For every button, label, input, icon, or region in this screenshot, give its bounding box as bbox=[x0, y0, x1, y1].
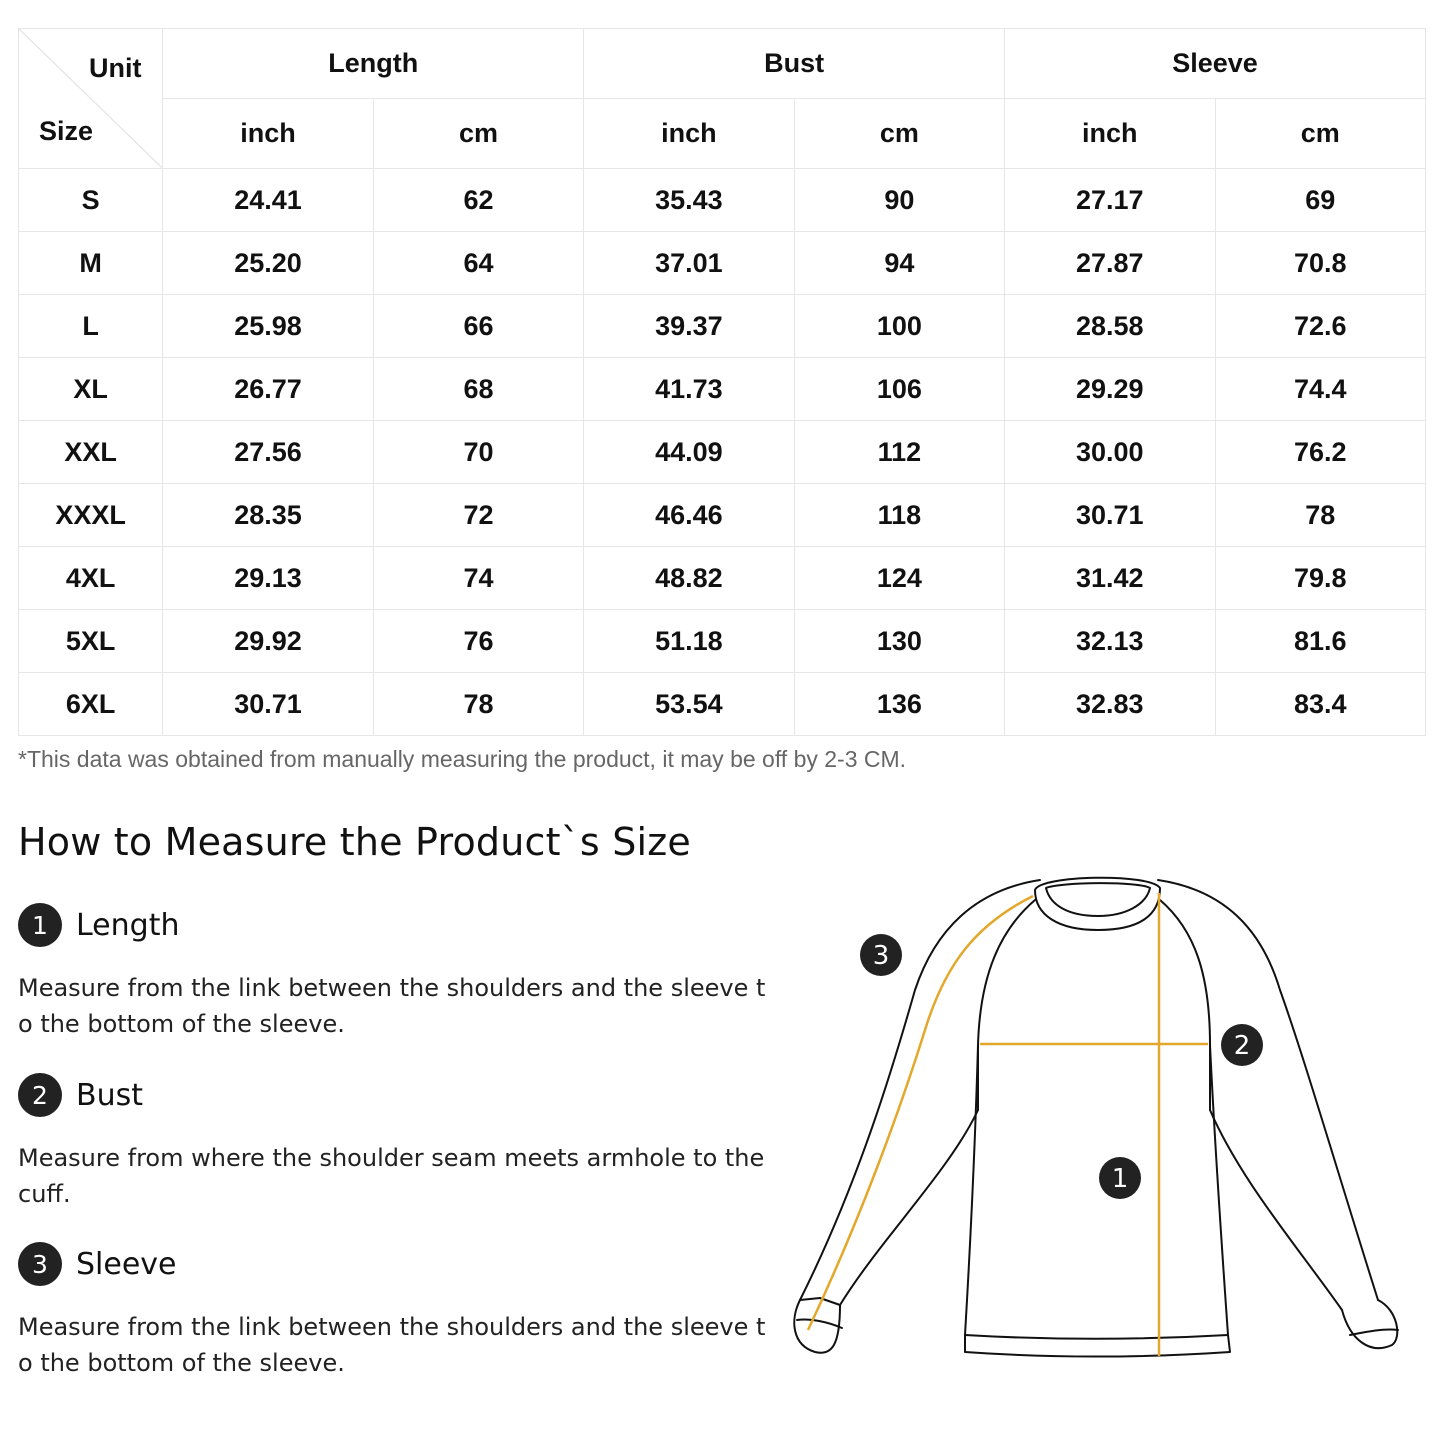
value-cell: 70.8 bbox=[1215, 232, 1426, 295]
step-bust bbox=[18, 1072, 778, 1212]
marker-1-label: 1 bbox=[1111, 1164, 1129, 1194]
value-cell: 29.92 bbox=[163, 610, 373, 673]
size-cell: 4XL bbox=[19, 547, 163, 610]
size-cell: XXXL bbox=[19, 484, 163, 547]
value-cell: 27.87 bbox=[1005, 232, 1215, 295]
table-row bbox=[19, 610, 1426, 673]
value-cell: 39.37 bbox=[584, 295, 794, 358]
unit-header-2: inch bbox=[584, 99, 794, 169]
marker-2 bbox=[1221, 1024, 1263, 1066]
value-cell: 53.54 bbox=[584, 673, 794, 736]
value-cell: 100 bbox=[794, 295, 1004, 358]
step-number-badge: 1 bbox=[18, 903, 62, 947]
marker-3 bbox=[860, 934, 902, 976]
table-row bbox=[19, 232, 1426, 295]
value-cell: 29.13 bbox=[163, 547, 373, 610]
group-header-bust: Bust bbox=[584, 29, 1005, 99]
table-corner-cell bbox=[19, 29, 163, 169]
step-label: Bust bbox=[76, 1077, 143, 1113]
value-cell: 32.83 bbox=[1005, 673, 1215, 736]
value-cell: 44.09 bbox=[584, 421, 794, 484]
unit-header-5: cm bbox=[1215, 99, 1426, 169]
marker-2-label: 2 bbox=[1233, 1031, 1251, 1061]
value-cell: 118 bbox=[794, 484, 1004, 547]
value-cell: 62 bbox=[373, 169, 583, 232]
step-length bbox=[18, 902, 778, 1042]
unit-header-4: inch bbox=[1005, 99, 1215, 169]
value-cell: 29.29 bbox=[1005, 358, 1215, 421]
value-cell: 41.73 bbox=[584, 358, 794, 421]
value-cell: 83.4 bbox=[1215, 673, 1426, 736]
value-cell: 70 bbox=[373, 421, 583, 484]
value-cell: 30.00 bbox=[1005, 421, 1215, 484]
value-cell: 66 bbox=[373, 295, 583, 358]
table-row bbox=[19, 547, 1426, 610]
value-cell: 68 bbox=[373, 358, 583, 421]
value-cell: 106 bbox=[794, 358, 1004, 421]
value-cell: 26.77 bbox=[163, 358, 373, 421]
value-cell: 30.71 bbox=[1005, 484, 1215, 547]
table-row bbox=[19, 169, 1426, 232]
value-cell: 94 bbox=[794, 232, 1004, 295]
value-cell: 51.18 bbox=[584, 610, 794, 673]
value-cell: 35.43 bbox=[584, 169, 794, 232]
value-cell: 112 bbox=[794, 421, 1004, 484]
how-to-measure-title: How to Measure the Product`s Size bbox=[18, 820, 691, 864]
unit-header-0: inch bbox=[163, 99, 373, 169]
size-cell: S bbox=[19, 169, 163, 232]
value-cell: 90 bbox=[794, 169, 1004, 232]
step-description: Measure from the link between the shoulders and the sleeve to the bottom of the sleeve. bbox=[18, 1313, 766, 1377]
size-cell: 5XL bbox=[19, 610, 163, 673]
value-cell: 72.6 bbox=[1215, 295, 1426, 358]
step-sleeve bbox=[18, 1241, 778, 1381]
size-chart-table bbox=[18, 28, 1426, 736]
corner-unit-label: Unit bbox=[89, 53, 142, 83]
value-cell: 31.42 bbox=[1005, 547, 1215, 610]
table-row bbox=[19, 295, 1426, 358]
value-cell: 78 bbox=[373, 673, 583, 736]
size-cell: M bbox=[19, 232, 163, 295]
value-cell: 76.2 bbox=[1215, 421, 1426, 484]
step-number-badge: 2 bbox=[18, 1073, 62, 1117]
step-label: Sleeve bbox=[76, 1246, 177, 1282]
value-cell: 78 bbox=[1215, 484, 1426, 547]
table-row bbox=[19, 421, 1426, 484]
unit-header-row bbox=[19, 99, 1426, 169]
value-cell: 76 bbox=[373, 610, 583, 673]
value-cell: 124 bbox=[794, 547, 1004, 610]
value-cell: 28.58 bbox=[1005, 295, 1215, 358]
value-cell: 72 bbox=[373, 484, 583, 547]
step-label: Length bbox=[76, 907, 180, 943]
value-cell: 28.35 bbox=[163, 484, 373, 547]
value-cell: 74 bbox=[373, 547, 583, 610]
marker-3-label: 3 bbox=[872, 941, 890, 971]
value-cell: 64 bbox=[373, 232, 583, 295]
size-cell: XL bbox=[19, 358, 163, 421]
table-row bbox=[19, 484, 1426, 547]
group-header-sleeve: Sleeve bbox=[1005, 29, 1426, 99]
value-cell: 37.01 bbox=[584, 232, 794, 295]
marker-1 bbox=[1099, 1157, 1141, 1199]
value-cell: 79.8 bbox=[1215, 547, 1426, 610]
table-row bbox=[19, 358, 1426, 421]
step-number-badge: 3 bbox=[18, 1242, 62, 1286]
value-cell: 25.98 bbox=[163, 295, 373, 358]
value-cell: 74.4 bbox=[1215, 358, 1426, 421]
step-description: Measure from where the shoulder seam meets armhole to the cuff. bbox=[18, 1144, 765, 1208]
value-cell: 32.13 bbox=[1005, 610, 1215, 673]
unit-header-3: cm bbox=[794, 99, 1004, 169]
unit-header-1: cm bbox=[373, 99, 583, 169]
size-cell: XXL bbox=[19, 421, 163, 484]
value-cell: 24.41 bbox=[163, 169, 373, 232]
value-cell: 46.46 bbox=[584, 484, 794, 547]
value-cell: 130 bbox=[794, 610, 1004, 673]
diagonal-divider bbox=[19, 29, 162, 168]
value-cell: 27.56 bbox=[163, 421, 373, 484]
corner-size-label: Size bbox=[39, 116, 94, 146]
size-cell: L bbox=[19, 295, 163, 358]
size-cell: 6XL bbox=[19, 673, 163, 736]
group-header-length: Length bbox=[163, 29, 584, 99]
table-row bbox=[19, 673, 1426, 736]
measurement-note: *This data was obtained from manually measuring the product, it may be off by 2-3 CM. bbox=[18, 746, 907, 772]
value-cell: 30.71 bbox=[163, 673, 373, 736]
step-description: Measure from the link between the shoulders and the sleeve to the bottom of the sleeve. bbox=[18, 974, 766, 1038]
value-cell: 69 bbox=[1215, 169, 1426, 232]
value-cell: 136 bbox=[794, 673, 1004, 736]
value-cell: 25.20 bbox=[163, 232, 373, 295]
sleeve-measure-line bbox=[808, 896, 1033, 1330]
value-cell: 27.17 bbox=[1005, 169, 1215, 232]
value-cell: 81.6 bbox=[1215, 610, 1426, 673]
value-cell: 48.82 bbox=[584, 547, 794, 610]
sweatshirt-diagram bbox=[780, 860, 1420, 1380]
